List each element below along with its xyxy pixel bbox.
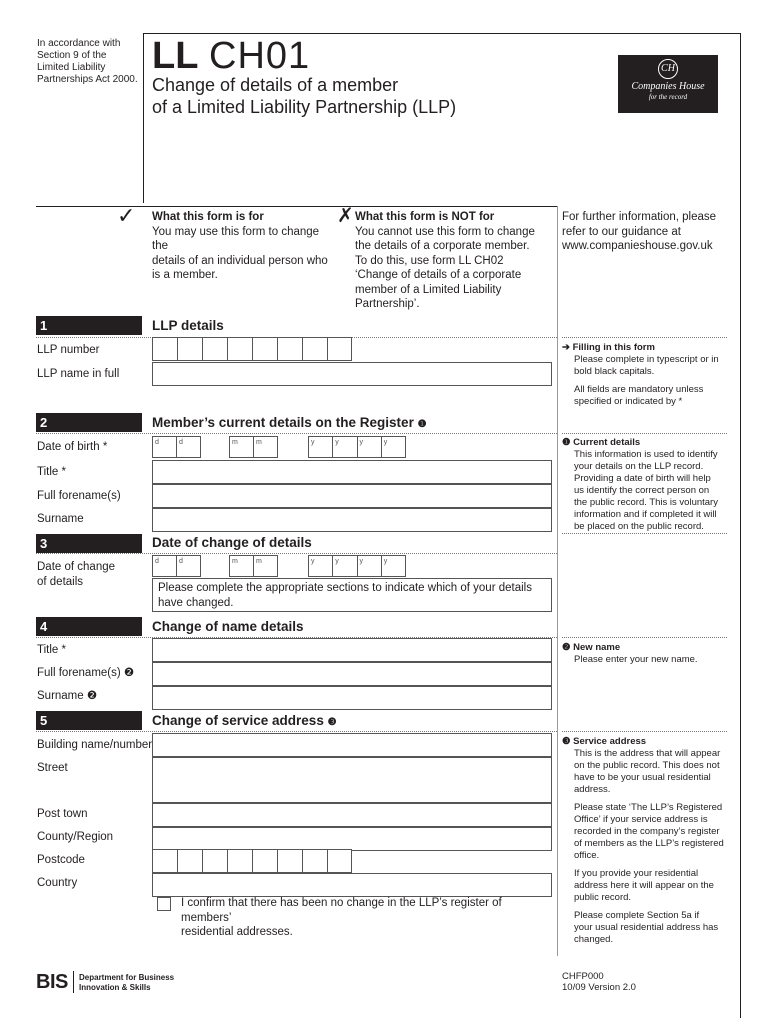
dob-day-field[interactable]	[152, 436, 201, 458]
llp-number-label: LLP number	[37, 344, 100, 356]
postcode-cell[interactable]	[177, 849, 202, 873]
section-number-4: 4	[36, 617, 142, 636]
llp-number-cell[interactable]	[152, 337, 177, 361]
side-service-line: public record.	[574, 892, 632, 903]
date-change-instruction	[152, 578, 552, 612]
building-field[interactable]	[152, 733, 552, 757]
note-marker: ❶	[417, 419, 427, 430]
date-placeholder: y	[358, 556, 382, 576]
postcode-label: Postcode	[37, 854, 85, 866]
date-placeholder: y	[358, 437, 382, 457]
side-current-line: your details on the LLP record.	[574, 461, 704, 472]
date-placeholder: y	[333, 556, 357, 576]
instruction-line: Please complete the appropriate sections to indicate which of your details	[158, 582, 532, 594]
side-filling-heading: Filling in this form	[572, 342, 655, 353]
instruction-line: have changed.	[158, 596, 234, 609]
section-title-4: Change of name details	[152, 619, 304, 634]
change-day-field[interactable]	[152, 555, 201, 577]
section-title-2	[152, 415, 427, 433]
department-name	[79, 973, 174, 993]
intro-not-line: the details of a corporate member.	[355, 240, 530, 252]
building-label: Building name/number	[37, 739, 153, 751]
date-placeholder: m	[230, 556, 254, 576]
postcode-cell[interactable]	[302, 849, 327, 873]
side-current-line: Providing a date of birth will help	[574, 473, 711, 484]
no-change-confirmation	[181, 896, 551, 940]
llp-number-field[interactable]	[152, 337, 352, 361]
title-label: Title *	[37, 466, 66, 478]
date-placeholder: y	[309, 437, 333, 457]
side-rule	[562, 433, 727, 434]
postcode-field[interactable]	[152, 849, 352, 873]
section-title-5	[152, 713, 337, 731]
form-code-number: CH01	[209, 35, 311, 77]
llp-number-cell[interactable]	[202, 337, 227, 361]
side-current-line: the public record. This is voluntary	[574, 497, 718, 508]
form-code	[152, 36, 310, 76]
intro-info-line: For further information, please	[562, 211, 717, 223]
confirm-line: residential addresses.	[181, 926, 293, 938]
form-title-line2: of a Limited Liability Partnership (LLP)	[152, 97, 457, 117]
side-service-heading: ❸ Service address	[562, 736, 647, 747]
cross-icon: ✗	[337, 205, 354, 227]
note-marker: ❸	[327, 717, 337, 728]
form-reference	[562, 971, 636, 993]
side-filling-line: specified or indicated by *	[574, 396, 683, 407]
side-new-name	[562, 642, 727, 666]
side-service-line: This is the address that will appear	[574, 748, 721, 759]
date-placeholder: d	[179, 558, 183, 565]
side-filling-line: Please complete in typescript or in	[574, 354, 719, 365]
date-placeholder: y	[309, 556, 333, 576]
legal-note	[37, 38, 147, 86]
new-surname-label: Surname ❷	[37, 690, 98, 702]
side-new-name-heading: ❷ New name	[562, 642, 621, 653]
side-current-line: us identify the correct person on	[574, 485, 710, 496]
date-placeholder: d	[179, 439, 183, 446]
change-month-field[interactable]	[229, 555, 278, 577]
llp-name-label: LLP name in full	[37, 368, 120, 380]
new-title-field[interactable]	[152, 638, 552, 662]
postcode-cell[interactable]	[152, 849, 177, 873]
legal-note-line: Limited Liability	[37, 62, 106, 73]
arrow-icon: ➔	[562, 342, 573, 353]
side-service-address	[562, 736, 727, 946]
country-field[interactable]	[152, 873, 552, 897]
side-current-line: This information is used to identify	[574, 449, 718, 460]
date-of-change-label	[37, 560, 115, 590]
postcode-cell[interactable]	[327, 849, 352, 873]
surname-label: Surname	[37, 513, 84, 525]
intro-for-heading: What this form is for	[152, 211, 264, 223]
side-rule	[562, 731, 727, 732]
postcode-cell[interactable]	[252, 849, 277, 873]
llp-number-cell[interactable]	[302, 337, 327, 361]
llp-number-cell[interactable]	[252, 337, 277, 361]
date-placeholder: m	[256, 439, 262, 446]
side-service-line: If you provide your residential	[574, 868, 699, 879]
section-number-5: 5	[36, 711, 142, 730]
date-placeholder: y	[383, 558, 388, 565]
side-service-line: Please state ‘The LLP’s Registered	[574, 802, 723, 813]
confirm-line: I confirm that there has been no change in the LLP’s register of members’	[181, 897, 502, 924]
logo-tagline: for the record	[648, 93, 688, 101]
intro-for	[152, 210, 337, 283]
date-placeholder: y	[383, 439, 388, 446]
tick-icon: ✓	[117, 203, 136, 228]
side-service-line: have to be your usual residential	[574, 772, 711, 783]
legal-note-line: Partnerships Act 2000.	[37, 74, 138, 85]
side-service-line: changed.	[574, 934, 614, 945]
side-current-details	[562, 437, 727, 533]
dob-year-field[interactable]	[308, 436, 406, 458]
intro-not-line: To do this, use form LL CH02	[355, 254, 504, 267]
llp-number-cell[interactable]	[327, 337, 352, 361]
section-title-5-text: Change of service address	[152, 713, 324, 728]
header-top-rule	[143, 33, 741, 34]
side-service-line: Please complete Section 5a if	[574, 910, 700, 921]
county-field[interactable]	[152, 827, 552, 851]
surname-field[interactable]	[152, 508, 552, 532]
side-service-line: address here it will appear on the	[574, 880, 714, 891]
title-field[interactable]	[152, 460, 552, 484]
intro-info	[562, 210, 737, 254]
companies-house-logo	[618, 55, 718, 113]
side-filling-in	[562, 342, 727, 408]
date-placeholder: d	[153, 556, 177, 576]
sidebar-divider	[557, 206, 558, 956]
llp-name-field[interactable]	[152, 362, 552, 386]
date-placeholder: m	[230, 437, 254, 457]
department-line: Department for Business	[79, 973, 175, 982]
forenames-field[interactable]	[152, 484, 552, 508]
bis-divider	[73, 971, 74, 993]
new-forenames-label: Full forename(s) ❷	[37, 667, 135, 679]
intro-not-line: You cannot use this form to change	[355, 225, 535, 238]
bis-logo: BIS	[36, 971, 68, 993]
section-number-2: 2	[36, 413, 142, 432]
side-filling-line: All fields are mandatory unless	[574, 384, 704, 395]
date-placeholder: m	[256, 558, 262, 565]
intro-for-line: details of an individual person who	[152, 254, 328, 267]
side-rule	[562, 337, 727, 338]
section-title-2-text: Member’s current details on the Register	[152, 415, 414, 430]
form-ref-code: CHFP000	[562, 971, 604, 982]
side-new-name-line: Please enter your new name.	[574, 654, 698, 665]
llp-number-cell[interactable]	[227, 337, 252, 361]
country-label: Country	[37, 877, 78, 889]
postcode-cell[interactable]	[227, 849, 252, 873]
side-service-line: Office’ if your service address is	[574, 814, 708, 825]
intro-not-line: Partnership’.	[355, 298, 420, 310]
postcode-cell[interactable]	[277, 849, 302, 873]
side-current-heading: ❶ Current details	[562, 437, 641, 448]
form-version: 10/09 Version 2.0	[562, 982, 636, 993]
form-title	[152, 74, 456, 118]
intro-info-line: refer to our guidance at	[562, 225, 681, 238]
date-placeholder: d	[153, 437, 177, 457]
logo-name: Companies House	[631, 81, 705, 92]
department-line: Innovation & Skills	[79, 983, 151, 992]
no-change-checkbox[interactable]	[157, 897, 171, 911]
side-service-line: on the public record. This does not	[574, 760, 720, 771]
date-of-birth-label: Date of birth *	[37, 441, 108, 453]
section-5-rule	[36, 731, 557, 732]
side-service-line: office.	[574, 850, 600, 861]
header-divider	[143, 33, 144, 203]
legal-note-line: Section 9 of the	[37, 50, 107, 61]
county-label: County/Region	[37, 831, 114, 843]
date-of-change-label-line: of details	[37, 576, 84, 588]
section-number-1: 1	[36, 316, 142, 335]
section-number-3: 3	[36, 534, 142, 553]
intro-not-for	[355, 210, 550, 312]
side-service-line: recorded in the company’s register	[574, 826, 720, 837]
dob-month-field[interactable]	[229, 436, 278, 458]
legal-note-line: In accordance with	[37, 38, 121, 49]
date-placeholder: y	[333, 437, 357, 457]
new-title-label: Title *	[37, 644, 66, 656]
side-service-line: address.	[574, 784, 611, 795]
forenames-label: Full forename(s)	[37, 490, 121, 502]
intro-for-line: is a member.	[152, 269, 218, 281]
section-3-rule	[36, 553, 557, 554]
change-year-field[interactable]	[308, 555, 406, 577]
intro-info-line: www.companieshouse.gov.uk	[562, 240, 713, 252]
post-town-label: Post town	[37, 808, 88, 820]
section-title-1: LLP details	[152, 318, 224, 333]
section-2-rule	[36, 433, 557, 434]
form-code-prefix: LL	[152, 35, 199, 77]
side-rule	[562, 533, 727, 534]
side-current-line: be placed on the public record.	[574, 521, 704, 532]
section-title-3: Date of change of details	[152, 535, 312, 550]
form-title-line1: Change of details of a member	[152, 75, 399, 95]
intro-not-heading: What this form is NOT for	[355, 211, 495, 223]
intro-not-line: member of a Limited Liability	[355, 283, 502, 296]
post-town-field[interactable]	[152, 803, 552, 827]
intro-rule	[36, 206, 557, 207]
llp-number-cell[interactable]	[177, 337, 202, 361]
date-of-change-label-line: Date of change	[37, 561, 116, 573]
side-current-line: information and if completed it will	[574, 509, 717, 520]
street-field[interactable]	[152, 757, 552, 803]
logo-monogram: CH	[658, 59, 678, 79]
postcode-cell[interactable]	[202, 849, 227, 873]
new-forenames-field[interactable]	[152, 662, 552, 686]
street-label: Street	[37, 762, 68, 774]
side-service-line: your usual residential address has	[574, 922, 719, 933]
side-rule	[562, 637, 727, 638]
new-surname-field[interactable]	[152, 686, 552, 710]
llp-number-cell[interactable]	[277, 337, 302, 361]
side-service-line: of members as the LLP’s registered	[574, 838, 724, 849]
intro-not-line: ‘Change of details of a corporate	[355, 269, 522, 281]
side-filling-line: bold black capitals.	[574, 366, 655, 377]
page-right-rule	[740, 33, 741, 1018]
intro-for-line: You may use this form to change the	[152, 225, 320, 252]
